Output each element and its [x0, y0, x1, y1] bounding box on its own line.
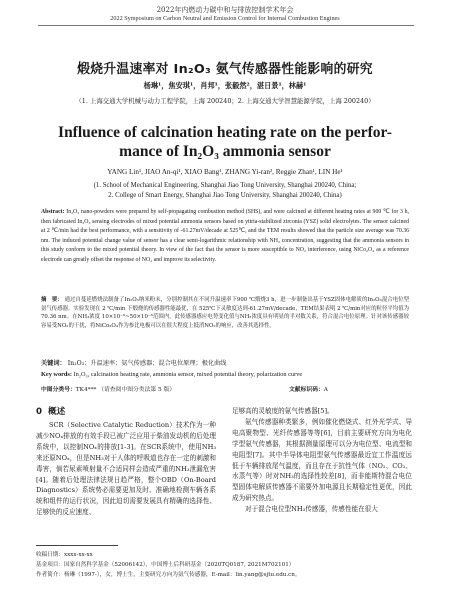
paper-title-en-line2: mance of In₂O₃ ammonia sensor [119, 143, 331, 160]
keywords-cn [41, 358, 409, 367]
document-code-value: A [323, 387, 328, 393]
footnote-author: 作者简介：杨琳（1997-），女，博士生，主要研究方向为氨气传感器，E-mail：lin.yang@sjtu.edu.cn。 [36, 572, 301, 578]
body-column-right [232, 406, 412, 515]
section-heading [36, 405, 65, 417]
affiliation-en-1: (1. School of Mechanical Engineering, Shanghai Jiao Tong University, Shanghai 200240, China; [93, 182, 357, 189]
clc-label: 中图分类号： [41, 387, 76, 393]
affiliation-en-2: 2. College of Smart Energy, Shanghai Jiao Tong University, Shanghai 200240, China) [108, 191, 342, 199]
abstract-en [41, 208, 409, 266]
body-column-left [36, 420, 216, 518]
abstract-en-label: Abstract: [41, 209, 65, 215]
body-paragraph: 足够高的灵敏度的氨气传感器[5]。 [232, 407, 334, 415]
keywords-en [41, 371, 409, 378]
document-code [289, 384, 328, 393]
authors-cn: 杨琳¹，焦安琪¹，肖邦¹，张毅然²，湛日景¹，林赫¹ [143, 81, 307, 90]
body-paragraph: 对于混合电位型NH₃传感器，传感性能在很大 [245, 505, 378, 514]
affiliations-cn: （1. 上海交通大学机械与动力工程学院，上海 200240；2. 上海交通大学智慧能源学院，上海 200240） [75, 97, 375, 105]
conference-header-en: 2022 Symposium on Carbon Neutral and Emission Control for Internal Combustion Engines [110, 15, 340, 22]
section-number: 0 [36, 407, 42, 417]
footnote-divider [36, 545, 118, 546]
abstract-cn [41, 296, 409, 330]
document-code-label: 文献标识码： [289, 387, 324, 393]
clc-value: TK4*** （请查阅中图分类法第 5 版） [75, 387, 176, 393]
authors-en: YANG Lin¹, JIAO An-qi¹, XIAO Bang¹, ZHANG Yi-ran², Reggie Zhan¹, LIN He¹ [107, 168, 343, 176]
paper-title-cn: 煅烧升温速率对 In₂O₃ 氨气传感器性能影响的研究 [77, 62, 373, 77]
keywords-cn-text: In₂O₃；升温速率；氨气传感器；混合电位原理；极化曲线 [67, 360, 227, 367]
footnote-received: 收稿日期：xxxx-xx-xx [36, 552, 93, 558]
conference-header-cn: 2022年内燃动力碳中和与排放控制学术年会 [156, 6, 294, 14]
paper-title-en-line1: Influence of calcination heating rate on the perfor- [58, 124, 392, 141]
footnote-funding: 基金项目：国家自然科学基金（52006142），中国博士后科研基金（2020TQ0187, 2021M702101） [36, 562, 295, 568]
keywords-en-text: In₂O₃, calcination heating rate, ammonia sensor, mixed potential theory, polarization curve [73, 371, 303, 378]
abstract-en-text: In₂O₃ nano-powders were prepared by self-propagating combustion method (SHS), and were calcined at different heating rates at 900 ℃ for 3 h, then fabricated In₂O₃ sensing electrodes of mixed potential ammonia sensors based on yttria-stabilized zirconia (YSZ) solid electrolytes. The sensor calcined at 2 ℃/min had the best performance, with a sensitivity of -61.27mV/decade at 525℃, and the TEM results showed that the particle size average was 70.36 nm. The induced potential change value of sensor has a clear semi-logarithmic relationship with NH₃ concentration, suggesting that the ammonia sensors in this study conform to the mixed potential theory. In view of the fact that the sensor is more susceptible to NO₂ interference, using NiCo₂O₄ as a reference electrode can greatly offset the response of NO₂ and improve its selectivity. [41, 209, 409, 263]
body-paragraph: SCR（Selective Catalytic Reduction）技术作为一种减少NOₓ排放的有效手段已被广泛应用于柴油发动机的后处理系统中，以控制NOₓ的排放[1-3]。在SCR系统中，使用NH₃来还原NOₓ，但是NH₃对于人体的呼吸道也存在一定的刺激和毒害，倘若尿素喷射量不合适同样会造成严重的NH₃泄漏危害[4]。随着后处理法律法规日趋严格，整个OBD（On-Board Diagnostics）系统势必需要更加及时、准确地检测车辆各系统和组件的运行状况，因此迫切需要发展具有精确的选择性、足够快的反应速度、 [36, 421, 216, 517]
header-divider [38, 25, 414, 26]
classification-row [41, 384, 409, 393]
keywords-en-label: Key words: [41, 371, 72, 378]
affiliations-en [0, 181, 450, 200]
keywords-cn-label: 关键词： [41, 360, 66, 367]
body-paragraph: 氨气传感器种类繁多，例如催化燃烧式、红外光学式、导电高聚物型、光纤传感器等等[6]，目前主要研究方向为电化学型氨气传感器，其根据测量原理可以分为电位型、电流型和电阻型[7]。其中半导体电阻型氨气传感器最近宜工作温度远低于车辆排放尾气温度，而且存在于抗性气体（NO₂、CO₂、水蒸气等）时对NH₃的选择性较差[8]，而非能斯特混合电位型固体电解质传感器不需要外加电源且长期稳定性更优，因此成为研究热点。 [232, 417, 412, 503]
section-title: 概述 [47, 407, 66, 417]
abstract-cn-label: 摘 要： [41, 297, 63, 303]
abstract-cn-text: 通过自蔓延燃烧法制备了In₂O₃纳米粉末，分别控制其在不同升温速率下900 ℃煅烧3 h，进一步制备出基于YSZ固体电解质的In₂O₃混合电位型氨气传感器。实验发现在 2 ℃/min 下煅烧的传感器性能最优，在 525℃下灵敏度达到-61.27mV/decade，TEM结果表明 2 ℃/min对应的粒径平均值为70.36 nm。在NH₃浓度 10×10⁻⁶~50×10⁻⁶范围内，此传感器感应电势变化值与NH₃浓度具有明显的半对数关系，符合混合电位原理。针对该传感器较容易受NO₂的干扰，将NiCo₂O₄作为参比电极可以在很大程度上抵消NO₂的响应，改善其选择性。 [41, 297, 409, 329]
